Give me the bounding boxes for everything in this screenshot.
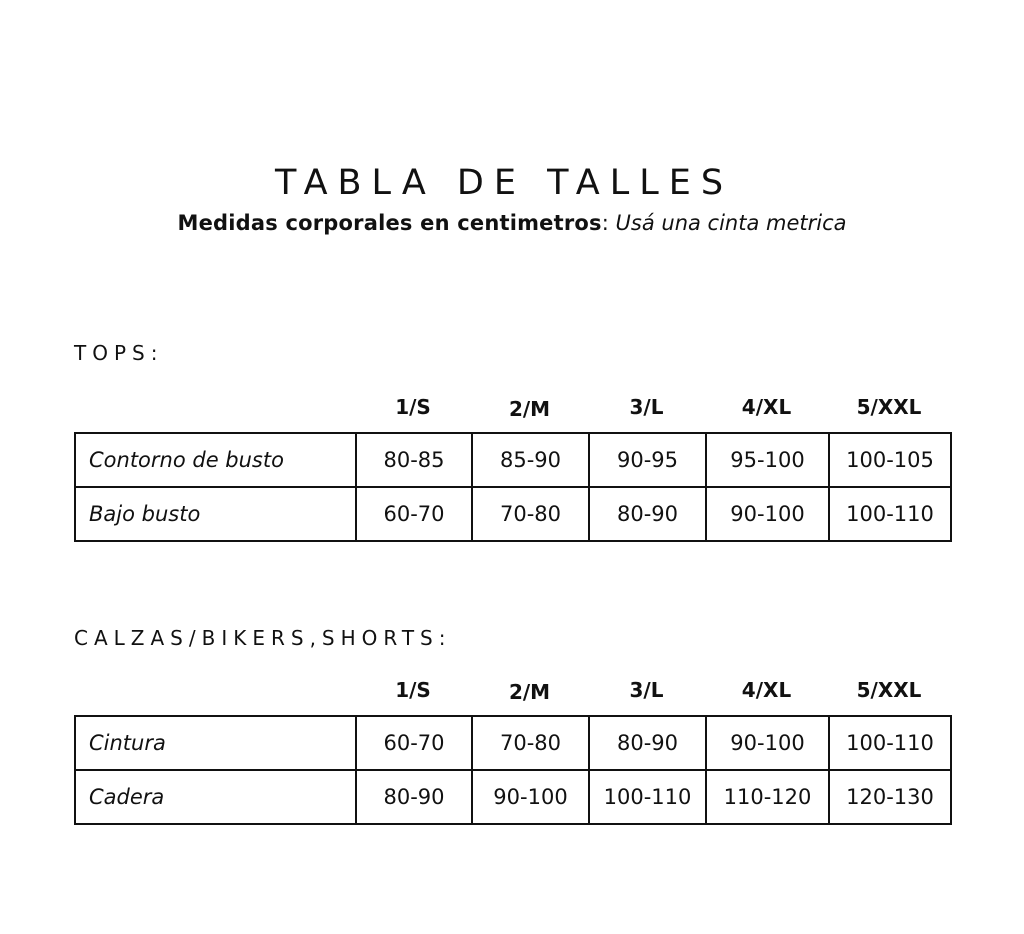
table-cell: 60-70 <box>356 487 472 541</box>
table-cell: 90-100 <box>706 487 829 541</box>
subtitle <box>0 208 1024 238</box>
table-cell: 90-100 <box>706 716 829 770</box>
section-heading-calzas: CALZAS/BIKERS,SHORTS: <box>74 626 452 650</box>
row-label: Bajo busto <box>75 487 356 541</box>
table-cell: 80-85 <box>356 433 472 487</box>
row-label: Cintura <box>75 716 356 770</box>
subtitle-instruction: Usá una cinta metrica <box>615 211 847 235</box>
table-cell: 80-90 <box>356 770 472 824</box>
table-cell: 100-110 <box>589 770 706 824</box>
size-label: 5/XXL <box>856 395 922 419</box>
subtitle-separator: : <box>601 211 609 235</box>
size-label: 1/S <box>395 678 431 702</box>
section-heading-tops: TOPS: <box>74 341 164 365</box>
table-cell: 110-120 <box>706 770 829 824</box>
row-label: Contorno de busto <box>75 433 356 487</box>
table-cell: 100-110 <box>829 487 951 541</box>
size-table-calzas <box>74 715 952 825</box>
size-header-calzas <box>355 675 950 705</box>
table-row <box>75 770 951 824</box>
page-title: TABLA DE TALLES <box>274 163 734 204</box>
table-cell: 120-130 <box>829 770 951 824</box>
table-cell: 90-95 <box>589 433 706 487</box>
size-header-tops <box>355 392 950 422</box>
table-cell: 80-90 <box>589 716 706 770</box>
table-cell: 70-80 <box>472 716 589 770</box>
size-label: 2/M <box>508 680 551 704</box>
table-cell: 95-100 <box>706 433 829 487</box>
size-label: 3/L <box>629 395 664 419</box>
size-table-tops <box>74 432 952 542</box>
table-row <box>75 487 951 541</box>
size-label: 2/M <box>508 397 551 421</box>
table-row <box>75 716 951 770</box>
size-label: 4/XL <box>741 395 792 419</box>
row-label: Cadera <box>75 770 356 824</box>
size-label: 1/S <box>395 395 431 419</box>
table-cell: 85-90 <box>472 433 589 487</box>
size-label: 4/XL <box>741 678 792 702</box>
table-cell: 90-100 <box>472 770 589 824</box>
size-label: 3/L <box>629 678 664 702</box>
table-cell: 70-80 <box>472 487 589 541</box>
table-cell: 60-70 <box>356 716 472 770</box>
table-row <box>75 433 951 487</box>
table-cell: 80-90 <box>589 487 706 541</box>
table-cell: 100-105 <box>829 433 951 487</box>
table-cell: 100-110 <box>829 716 951 770</box>
subtitle-measures-label: Medidas corporales en centimetros <box>177 211 602 235</box>
size-label: 5/XXL <box>856 678 922 702</box>
